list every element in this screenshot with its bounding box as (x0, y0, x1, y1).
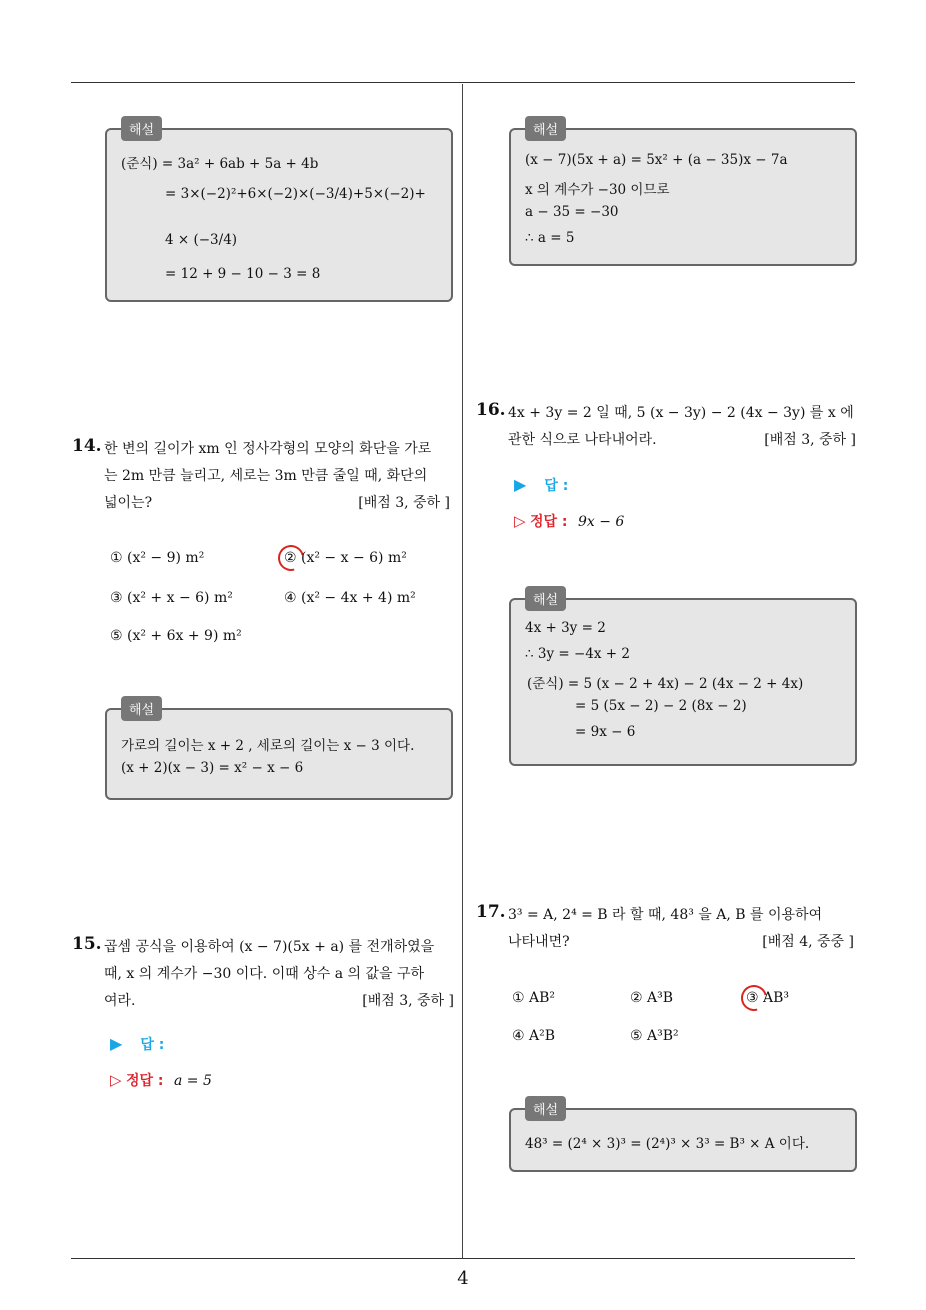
solution-tag: 해설 (121, 116, 162, 141)
question-16-difficulty: [배점 3, 중하 ] (764, 432, 856, 448)
solution-box-13 (105, 123, 453, 302)
choice-17-1[interactable]: ① AB² (512, 990, 556, 1006)
key-value: 9x − 6 (577, 514, 625, 530)
question-17-difficulty: [배점 4, 중중 ] (762, 934, 854, 950)
solution-box-16 (509, 593, 857, 766)
choice-14-1[interactable]: ① (x² − 9) m² (110, 550, 205, 566)
top-rule (71, 82, 855, 83)
choice-17-4[interactable]: ④ A²B (512, 1028, 556, 1044)
solution-line: (x − 7)(5x + a) = 5x² + (a − 35)x − 7a (525, 152, 788, 168)
solution-tag: 해설 (525, 586, 566, 611)
question-14-text-line: 는 2m 만큼 늘리고, 세로는 3m 만큼 줄일 때, 화단의 (104, 468, 428, 484)
choice-17-3[interactable]: ③ AB³ (746, 990, 790, 1006)
solution-tag: 해설 (121, 696, 162, 721)
solution-line: 4 × (−3/4) (165, 232, 238, 248)
question-15-text-line: 때, x 의 계수가 −30 이다. 이때 상수 a 의 값을 구하 (104, 966, 425, 982)
answer-row-15 (110, 1034, 164, 1054)
solution-line: 4x + 3y = 2 (525, 620, 606, 636)
key-arrow-icon: ▷ (110, 1071, 122, 1089)
key-row-15 (110, 1070, 212, 1090)
key-value: a = 5 (173, 1073, 212, 1089)
solution-tag: 해설 (525, 116, 566, 141)
answer-label: 답 : (140, 1037, 165, 1053)
question-16-text-line: 4x + 3y = 2 일 때, 5 (x − 3y) − 2 (4x − 3y) 를 x 에 (508, 405, 854, 421)
choice-17-5[interactable]: ⑤ A³B² (630, 1028, 679, 1044)
solution-box-15 (509, 123, 857, 266)
question-number-14: 14. (72, 436, 102, 456)
question-number-16: 16. (476, 400, 506, 420)
solution-line: (준식) = 3a² + 6ab + 5a + 4b (121, 156, 319, 172)
question-14-text-line: 넓이는? (104, 495, 153, 511)
question-14-text-line: 한 변의 길이가 xm 인 정사각형의 모양의 화단을 가로 (104, 441, 432, 457)
solution-line: x 의 계수가 −30 이므로 (525, 182, 670, 198)
key-label: 정답 : (530, 514, 568, 530)
question-number-15: 15. (72, 934, 102, 954)
answer-row-16 (514, 475, 568, 495)
answer-arrow-icon: ▶ (514, 475, 527, 494)
question-17-text-line: 3³ = A, 2⁴ = B 라 할 때, 48³ 을 A, B 를 이용하여 (508, 907, 823, 923)
solution-line: = 3×(−2)²+6×(−2)×(−3/4)+5×(−2)+ (165, 186, 426, 202)
column-divider (462, 84, 463, 1258)
solution-line: (x + 2)(x − 3) = x² − x − 6 (121, 760, 304, 776)
solution-line: (준식) = 5 (x − 2 + 4x) − 2 (4x − 2 + 4x) (527, 676, 804, 692)
solution-box-17 (509, 1103, 857, 1172)
question-16-text-line: 관한 식으로 나타내어라. (508, 432, 657, 448)
question-number-17: 17. (476, 902, 506, 922)
question-14-difficulty: [배점 3, 중하 ] (358, 495, 450, 511)
choice-17-2[interactable]: ② A³B (630, 990, 674, 1006)
solution-line: = 5 (5x − 2) − 2 (8x − 2) (575, 698, 747, 714)
solution-line: 가로의 길이는 x + 2 , 세로의 길이는 x − 3 이다. (121, 738, 415, 754)
key-arrow-icon: ▷ (514, 512, 526, 530)
solution-line: 48³ = (2⁴ × 3)³ = (2⁴)³ × 3³ = B³ × A 이다. (525, 1136, 810, 1152)
solution-tag: 해설 (525, 1096, 566, 1121)
choice-14-3[interactable]: ③ (x² + x − 6) m² (110, 590, 233, 606)
choice-14-2[interactable]: ② (x² − x − 6) m² (284, 550, 407, 566)
solution-line: ∴ 3y = −4x + 2 (525, 646, 630, 662)
solution-box-14 (105, 703, 453, 800)
question-17-text-line: 나타내면? (508, 934, 570, 950)
solution-line: = 9x − 6 (575, 724, 636, 740)
answer-arrow-icon: ▶ (110, 1034, 123, 1053)
key-label: 정답 : (126, 1073, 164, 1089)
answer-label: 답 : (544, 478, 569, 494)
question-15-text-line: 곱셈 공식을 이용하여 (x − 7)(5x + a) 를 전개하였을 (104, 939, 435, 955)
bottom-rule (71, 1258, 855, 1259)
question-15-text-line: 여라. (104, 993, 136, 1009)
choice-14-4[interactable]: ④ (x² − 4x + 4) m² (284, 590, 416, 606)
question-15-difficulty: [배점 3, 중하 ] (362, 993, 454, 1009)
solution-line: ∴ a = 5 (525, 230, 575, 246)
key-row-16 (514, 511, 624, 531)
solution-line: a − 35 = −30 (525, 204, 619, 220)
solution-line: = 12 + 9 − 10 − 3 = 8 (165, 266, 321, 282)
page-number: 4 (457, 1268, 469, 1289)
choice-14-5[interactable]: ⑤ (x² + 6x + 9) m² (110, 628, 242, 644)
